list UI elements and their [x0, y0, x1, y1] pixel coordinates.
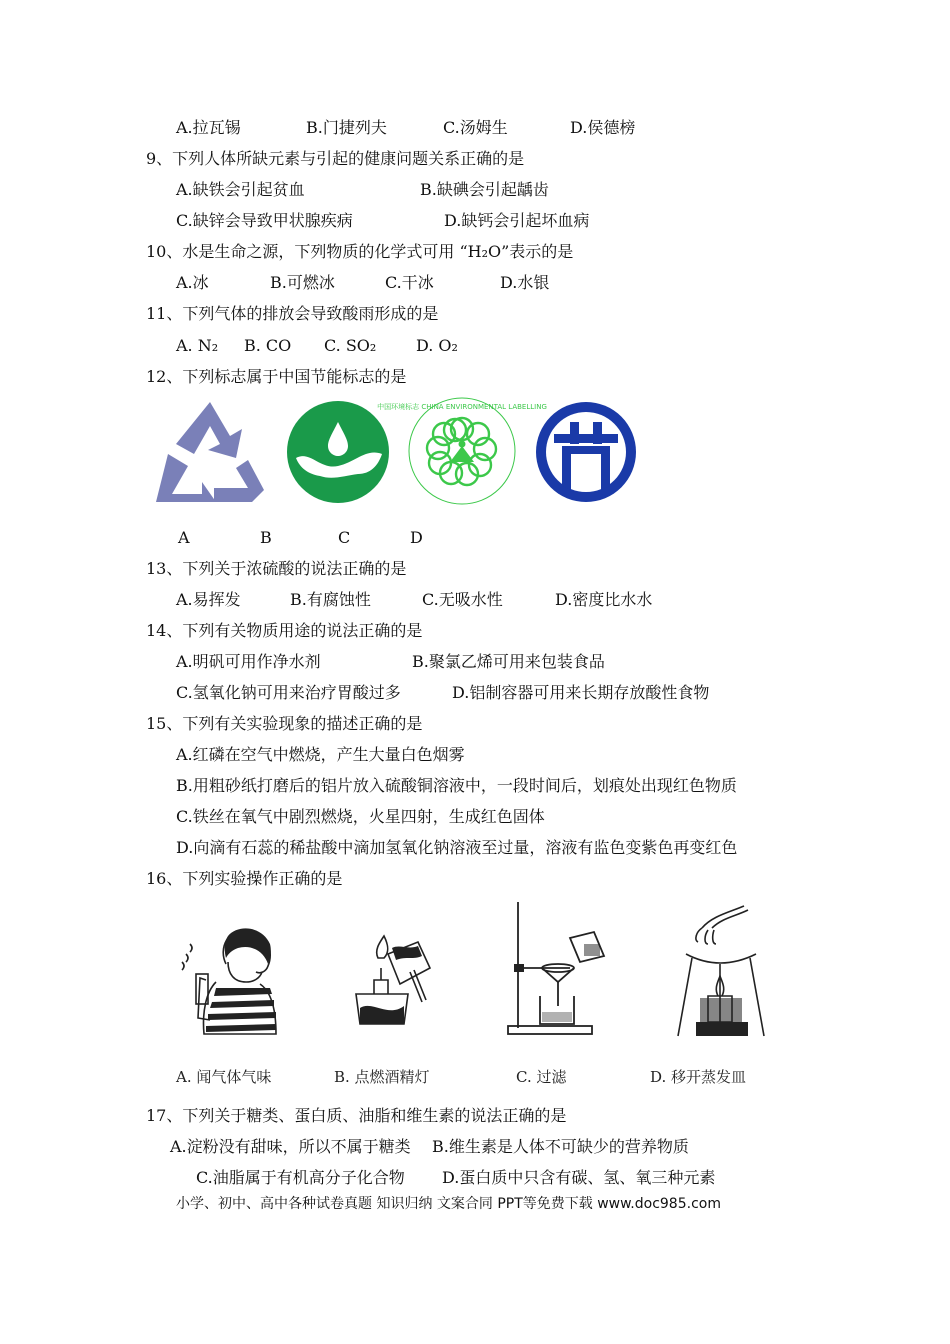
q14-option-a: A.明矾可用作净水剂	[176, 652, 321, 671]
q15-stem: 15、下列有关实验现象的描述正确的是	[146, 714, 423, 733]
figure-caption-d: D. 移开蒸发皿	[650, 1068, 747, 1086]
q17-option-b: B.维生素是人体不可缺少的营养物质	[432, 1137, 689, 1156]
q11-option-b: B. CO	[244, 336, 292, 355]
q10-stem: 10、水是生命之源，下列物质的化学式可用 “H₂O”表示的是	[146, 242, 574, 261]
q8-option-c: C.汤姆生	[443, 118, 508, 137]
q17-option-c: C.油脂属于有机高分子化合物	[196, 1168, 405, 1187]
q9-option-b: B.缺碘会引起龋齿	[420, 180, 549, 199]
q13-option-a: A.易挥发	[176, 590, 241, 609]
figure-caption-c: C. 过滤	[516, 1068, 567, 1086]
q13-option-d: D.密度比水水	[555, 590, 653, 609]
filtering-figure-icon	[504, 898, 614, 1038]
q11-option-d: D. O₂	[416, 336, 458, 355]
logo-label-b: B	[260, 528, 272, 547]
q17-stem: 17、下列关于糖类、蛋白质、油脂和维生素的说法正确的是	[146, 1106, 567, 1125]
q9-stem: 9、下列人体所缺元素与引起的健康问题关系正确的是	[146, 149, 525, 168]
logo-label-d: D	[410, 528, 423, 547]
q15-option-a: A.红磷在空气中燃烧，产生大量白色烟雾	[176, 745, 465, 764]
footer-text: 小学、初中、高中各种试卷真题 知识归纳 文案合同 PPT等免费下载 www.doc985.com	[176, 1196, 721, 1212]
q13-option-b: B.有腐蚀性	[290, 590, 371, 609]
q10-option-b: B.可燃冰	[270, 273, 335, 292]
logo-label-c: C	[338, 528, 351, 547]
q15-option-c: C.铁丝在氧气中剧烈燃烧，火星四射，生成红色固体	[176, 807, 545, 826]
logo-label-a: A	[178, 528, 190, 547]
water-saving-logo-icon	[286, 400, 390, 504]
q14-option-c: C.氢氧化钠可用来治疗胃酸过多	[176, 683, 401, 702]
q14-option-d: D.铝制容器可用来长期存放酸性食物	[452, 683, 710, 702]
q8-option-b: B.门捷列夫	[306, 118, 387, 137]
q11-option-c: C. SO₂	[324, 336, 377, 355]
q13-option-c: C.无吸水性	[422, 590, 503, 609]
evaporating-dish-figure-icon	[672, 902, 772, 1042]
q8-option-a: A.拉瓦锡	[176, 118, 241, 137]
figure-caption-a: A. 闻气体气味	[176, 1068, 272, 1086]
environmental-label-logo-icon	[377, 396, 547, 506]
q17-option-d: D.蛋白质中只含有碳、氢、氧三种元素	[442, 1168, 716, 1187]
q15-option-b: B.用粗砂纸打磨后的铝片放入硫酸铜溶液中，一段时间后，划痕处出现红色物质	[176, 776, 737, 795]
energy-saving-logo-icon	[534, 400, 638, 504]
q10-option-a: A.冰	[176, 273, 209, 292]
q11-stem: 11、下列气体的排放会导致酸雨形成的是	[146, 304, 439, 323]
q13-stem: 13、下列关于浓硫酸的说法正确的是	[146, 559, 407, 578]
q9-option-d: D.缺钙会引起坏血病	[444, 211, 590, 230]
recycle-logo-icon	[152, 398, 268, 504]
logo-c-text: 中国环境标志 CHINA ENVIRONMENTAL LABELLING	[377, 403, 547, 411]
q11-option-a: A. N₂	[176, 336, 219, 355]
q14-option-b: B.聚氯乙烯可用来包装食品	[412, 652, 605, 671]
figure-caption-b: B. 点燃酒精灯	[334, 1068, 430, 1086]
q15-option-d: D.向滴有石蕊的稀盐酸中滴加氢氧化钠溶液至过量，溶液有监色变紫色再变红色	[176, 838, 738, 857]
smell-gas-figure-icon	[176, 922, 286, 1037]
q8-option-d: D.侯德榜	[570, 118, 636, 137]
q10-option-c: C.干冰	[385, 273, 434, 292]
q12-stem: 12、下列标志属于中国节能标志的是	[146, 367, 407, 386]
q16-stem: 16、下列实验操作正确的是	[146, 869, 343, 888]
q10-option-d: D.水银	[500, 273, 550, 292]
alcohol-lamp-figure-icon	[348, 928, 448, 1028]
q9-option-c: C.缺锌会导致甲状腺疾病	[176, 211, 353, 230]
q17-option-a: A.淀粉没有甜味，所以不属于糖类	[170, 1137, 411, 1156]
q14-stem: 14、下列有关物质用途的说法正确的是	[146, 621, 423, 640]
q9-option-a: A.缺铁会引起贫血	[176, 180, 305, 199]
